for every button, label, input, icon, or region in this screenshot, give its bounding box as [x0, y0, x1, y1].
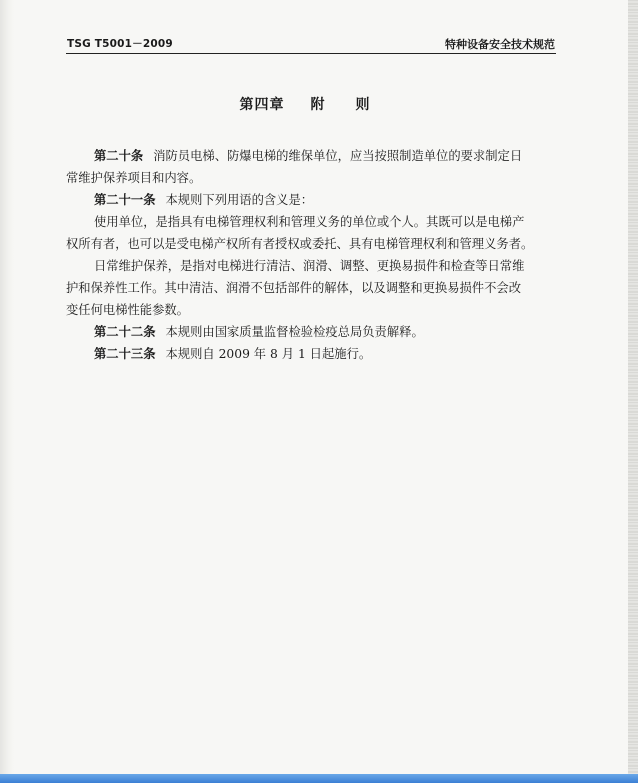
definition-user-line-2: 权所有者，也可以是受电梯产权所有者授权或委托、具有电梯管理权利和管理义务者。 — [66, 237, 534, 251]
article-heading: 第二十二条 — [94, 325, 156, 339]
chapter-title — [0, 94, 610, 114]
header-standard-code: TSG T5001－2009 — [67, 38, 173, 50]
article-20 — [94, 145, 558, 167]
article-heading: 第二十条 — [94, 149, 144, 163]
page-left-shadow — [0, 0, 14, 774]
article-text: 本规则由国家质量监督检验检疫总局负责解释。 — [165, 325, 424, 339]
article-20-continuation: 常维护保养项目和内容。 — [66, 171, 202, 185]
taskbar-strip — [0, 774, 638, 783]
article-text: 消防员电梯、防爆电梯的维保单位，应当按照制造单位的要求制定日 — [153, 149, 523, 163]
article-text: 本规则下列用语的含义是： — [165, 193, 314, 207]
definition-maintenance-line-2: 护和保养性工作。其中清洁、润滑不包括部件的解体，以及调整和更换易损件不会改 — [66, 281, 521, 295]
chapter-name: 附 则 — [310, 97, 371, 113]
header-rule — [66, 53, 556, 54]
article-heading: 第二十三条 — [94, 347, 156, 361]
definition-maintenance-line-1: 日常维护保养，是指对电梯进行清洁、润滑、调整、更换易损件和检查等日常维 — [94, 259, 525, 273]
document-body — [66, 145, 558, 365]
article-text: 本规则自 2009 年 8 月 1 日起施行。 — [165, 347, 372, 361]
definition-maintenance-line-3: 变任何电梯性能参数。 — [66, 303, 189, 317]
article-23 — [94, 343, 558, 365]
article-22 — [94, 321, 558, 343]
definition-user-line-1: 使用单位，是指具有电梯管理权利和管理义务的单位或个人。其既可以是电梯产 — [94, 215, 525, 229]
header-series-title: 特种设备安全技术规范 — [445, 38, 555, 51]
chapter-label: 第四章 — [239, 97, 285, 113]
article-heading: 第二十一条 — [94, 193, 156, 207]
article-21 — [94, 189, 558, 211]
page-right-edge — [628, 0, 638, 774]
